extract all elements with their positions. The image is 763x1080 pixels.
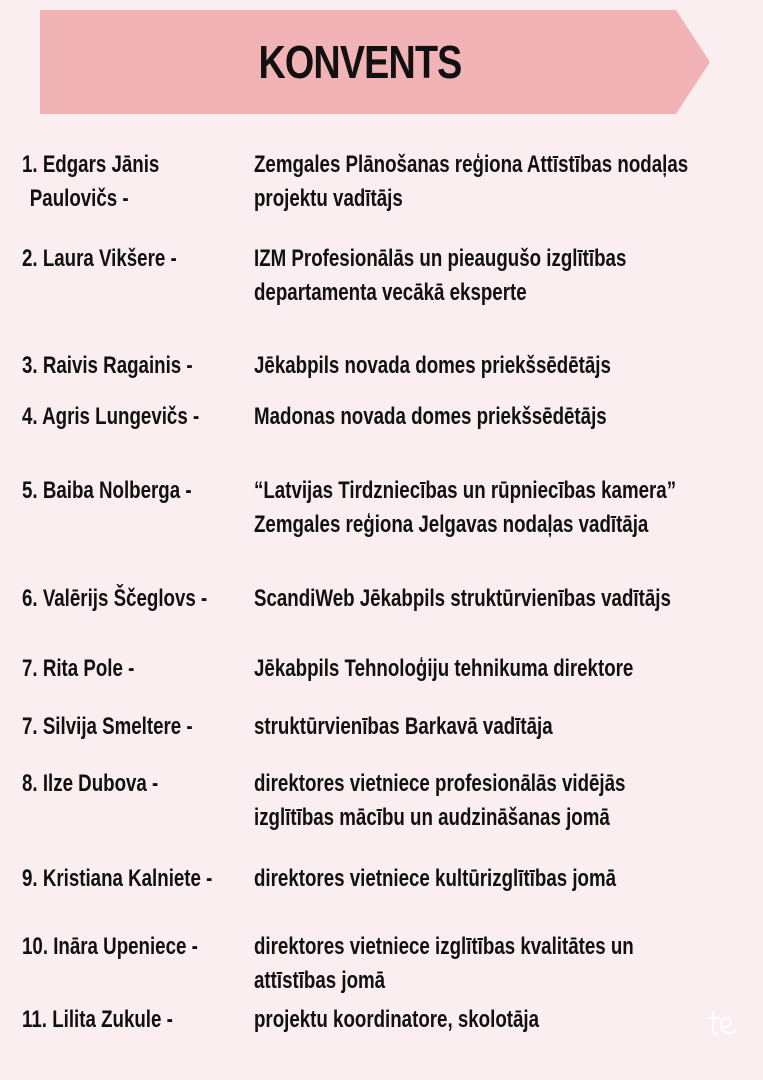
te-logo-icon (705, 1006, 739, 1040)
member-name-line: 1. Edgars Jānis (22, 151, 160, 178)
member-role: direktores vietniece izglītības kvalitātes un attīstības jomā (254, 933, 634, 994)
member-name: 10. Ināra Upeniece - (22, 933, 198, 960)
member-role: Jēkabpils Tehnoloģiju tehnikuma direktore (254, 655, 634, 682)
member-name: 8. Ilze Dubova - (22, 770, 159, 797)
title-banner (40, 10, 710, 114)
member-role: projektu koordinatore, skolotāja (254, 1006, 540, 1033)
member-name: 6. Valērijs Ščeglovs - (22, 585, 208, 612)
member-name: 7. Rita Pole - (22, 655, 135, 682)
member-role: IZM Profesionālās un pieaugušo izglītības departamenta vecākā eksperte (254, 245, 627, 306)
member-role: direktores vietniece kultūrizglītības jomā (254, 865, 617, 892)
member-name: 2. Laura Vikšere - (22, 245, 177, 272)
member-name: 7. Silvija Smeltere - (22, 713, 193, 740)
member-role: ScandiWeb Jēkabpils struktūrvienības vadītājs (254, 585, 671, 612)
member-name: 4. Agris Lungevičs - (22, 403, 200, 430)
member-name-line-2: Paulovičs - (29, 185, 129, 212)
member-name (22, 148, 205, 216)
page-title: KONVENTS (258, 36, 462, 88)
member-role: “Latvijas Tirdzniecības un rūpniecības kamera” Zemgales reģiona Jelgavas nodaļas vadītāja (254, 477, 677, 538)
member-role: Zemgales Plānošanas reģiona Attīstības nodaļas projektu vadītājs (254, 151, 689, 212)
member-role: Madonas novada domes priekšsēdētājs (254, 403, 607, 430)
member-name: 11. Lilita Zukule - (22, 1006, 173, 1033)
member-name: 3. Raivis Ragainis - (22, 352, 193, 379)
member-name: 9. Kristiana Kalniete - (22, 865, 213, 892)
member-role: struktūrvienības Barkavā vadītāja (254, 713, 553, 740)
member-role: Jēkabpils novada domes priekšsēdētājs (254, 352, 611, 379)
member-role: direktores vietniece profesionālās vidējās izglītības mācību un audzināšanas jomā (254, 770, 626, 831)
member-name: 5. Baiba Nolberga - (22, 477, 192, 504)
